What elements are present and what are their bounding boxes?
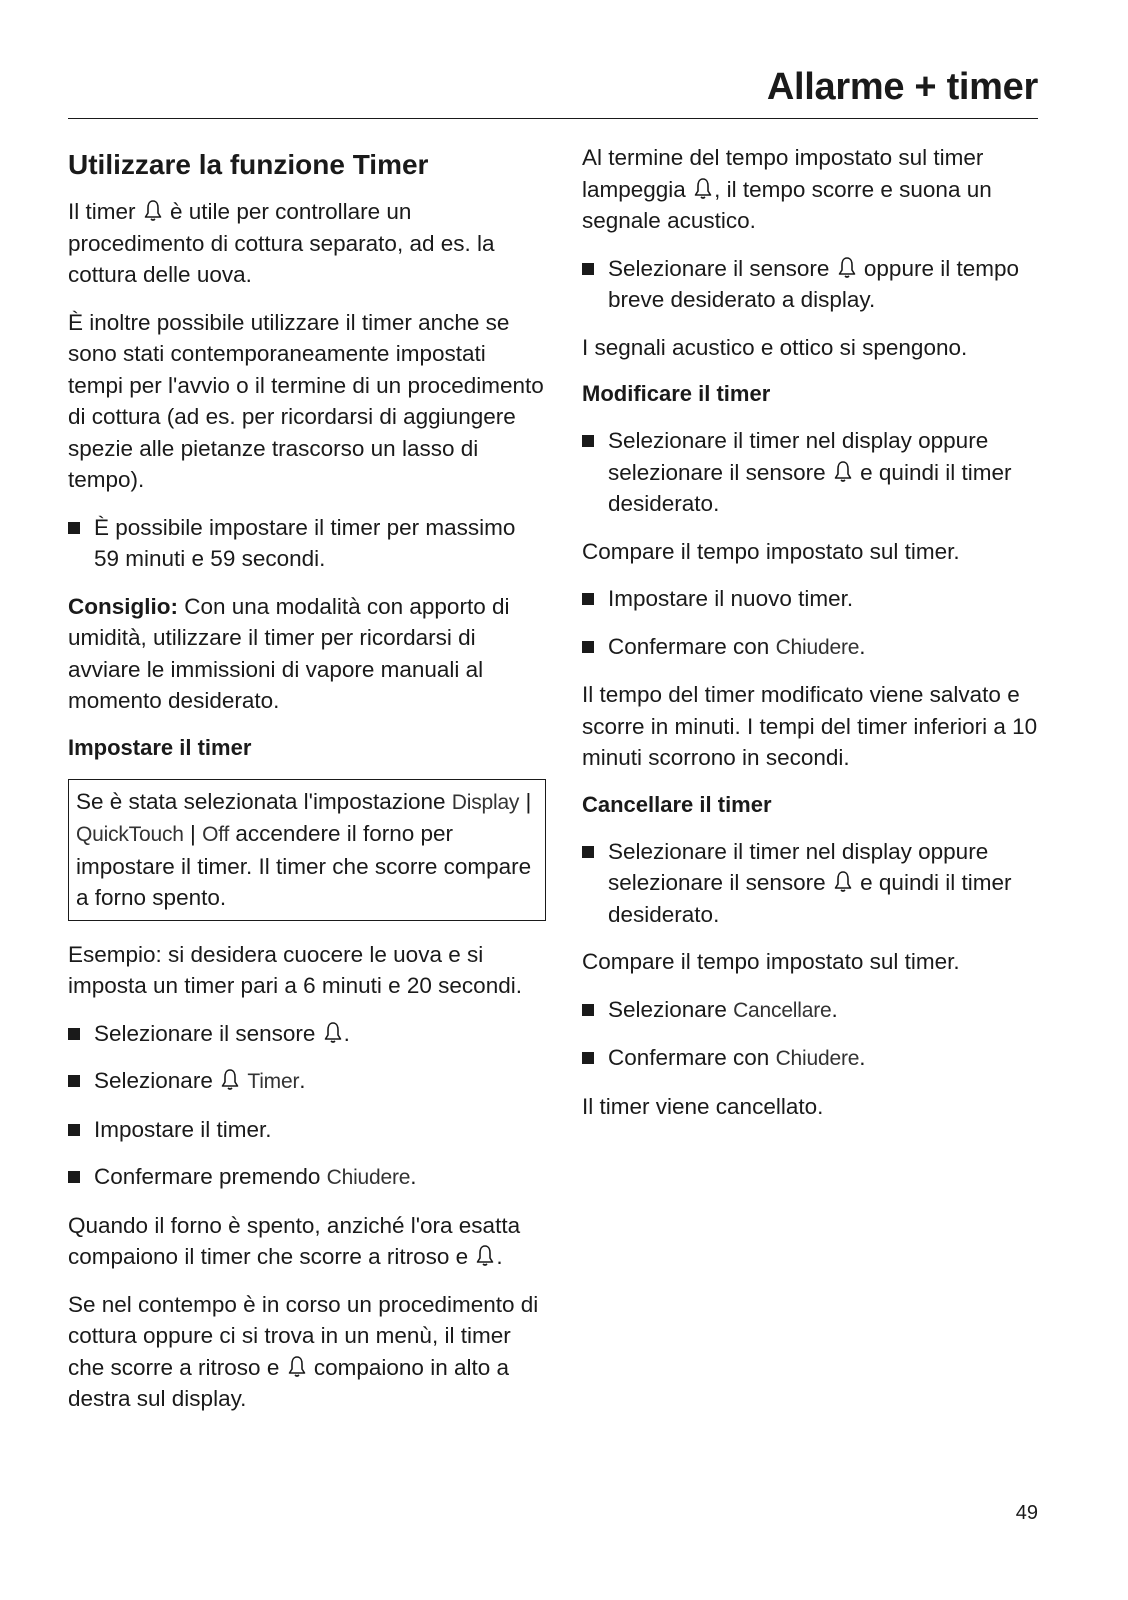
modify-saved-paragraph: Il tempo del timer modificato viene salvato e scorre in minuti. I tempi del timer inferiori a 10 minuti scorrono in secondi. [582, 682, 1038, 770]
list-item: Impostare il nuovo timer. [582, 583, 1052, 615]
note-box: Se è stata selezionata l'impostazione Display | QuickTouch | Off accendere il forno per impostare il timer. Il timer che scorre compare a forno spento. [68, 779, 546, 921]
timer-end-paragraph: Al termine del tempo impostato sul timer lampeggia , il tempo scorre e suona un segnale acustico. [582, 145, 992, 233]
bullet-square [582, 263, 594, 275]
section-title: Allarme + timer [766, 66, 1038, 108]
bullet-square [68, 1171, 80, 1183]
heading-cancel-timer: Cancellare il timer [582, 791, 772, 817]
header-rule [68, 118, 1038, 119]
bullet-square [582, 1052, 594, 1064]
bell-icon [474, 1243, 496, 1267]
bullet-square [582, 435, 594, 447]
list-item: Selezionare il timer nel display oppure selezionare il sensore e quindi il timer desiderato. [582, 836, 1052, 931]
list-item: Confermare con Chiudere. [582, 1042, 1052, 1075]
bell-icon [836, 255, 858, 279]
cancelled-paragraph: Il timer viene cancellato. [582, 1093, 824, 1119]
usage-paragraph: È inoltre possibile utilizzare il timer anche se sono stati contemporaneamente impostati tempi per l'avvio o il termine di un procedimento di cottura (ad es. per ricordarsi di aggiungere spezie alle pietanze trascorso un lasso di tempo). [68, 309, 544, 492]
bell-icon [832, 459, 854, 483]
list-item: Selezionare il sensore oppure il tempo breve desiderato a display. [582, 253, 1052, 316]
bell-icon [219, 1067, 241, 1091]
intro-paragraph: Il timer è utile per controllare un procedimento di cottura separato, ad es. la cottura delle uova. [68, 199, 495, 287]
example-paragraph: Esempio: si desidera cuocere le uova e si imposta un timer pari a 6 minuti e 20 secondi. [68, 941, 522, 998]
list-item: Selezionare Timer. [68, 1065, 546, 1098]
page-title: Utilizzare la funzione Timer [68, 149, 429, 180]
bullet-square [68, 1075, 80, 1087]
tip-label: Consiglio: [68, 593, 178, 619]
bullet-square [582, 846, 594, 858]
list-item: Confermare premendo Chiudere. [68, 1161, 546, 1194]
list-item: Impostare il timer. [68, 1114, 546, 1146]
cancel-shown-paragraph: Compare il tempo impostato sul timer. [582, 949, 960, 974]
page-number: 49 [1015, 1502, 1038, 1524]
bullet-square [68, 1028, 80, 1040]
bell-icon [286, 1354, 308, 1378]
bell-icon [832, 869, 854, 893]
list-item: È possibile impostare il timer per massimo 59 minuti e 59 secondi. [68, 512, 546, 575]
modify-shown-paragraph: Compare il tempo impostato sul timer. [582, 538, 960, 564]
during-cooking-paragraph: Se nel contempo è in corso un procedimento di cottura oppure ci si trova in un menù, il timer che scorre a ritroso e compaiono in alto a destra sul display. [68, 1291, 539, 1411]
bullet-square [582, 641, 594, 653]
list-item: Selezionare il timer nel display oppure selezionare il sensore e quindi il timer desiderato. [582, 425, 1052, 520]
bell-icon [142, 198, 164, 222]
heading-modify-timer: Modificare il timer [582, 381, 771, 406]
list-item: Selezionare Cancellare. [582, 994, 1052, 1027]
bullet-square [582, 593, 594, 605]
list-item: Confermare con Chiudere. [582, 631, 1052, 664]
bullet-square [68, 1124, 80, 1136]
bell-icon [692, 176, 714, 200]
signals-off-paragraph: I segnali acustico e ottico si spengono. [582, 334, 968, 360]
heading-set-timer: Impostare il timer [68, 734, 252, 760]
list-item: Selezionare il sensore . [68, 1018, 546, 1050]
bell-icon [322, 1020, 344, 1044]
tip-paragraph: Consiglio: Con una modalità con apporto di umidità, utilizzare il timer per ricordarsi di avviare le immissioni di vapore manuali al momento desiderato. [68, 593, 510, 713]
left-column [68, 140, 546, 1431]
right-column [582, 142, 1052, 1138]
bullet-square [582, 1004, 594, 1016]
bullet-square [68, 522, 80, 534]
oven-off-paragraph: Quando il forno è spento, anziché l'ora esatta compaiono il timer che scorre a ritroso e . [68, 1212, 521, 1269]
